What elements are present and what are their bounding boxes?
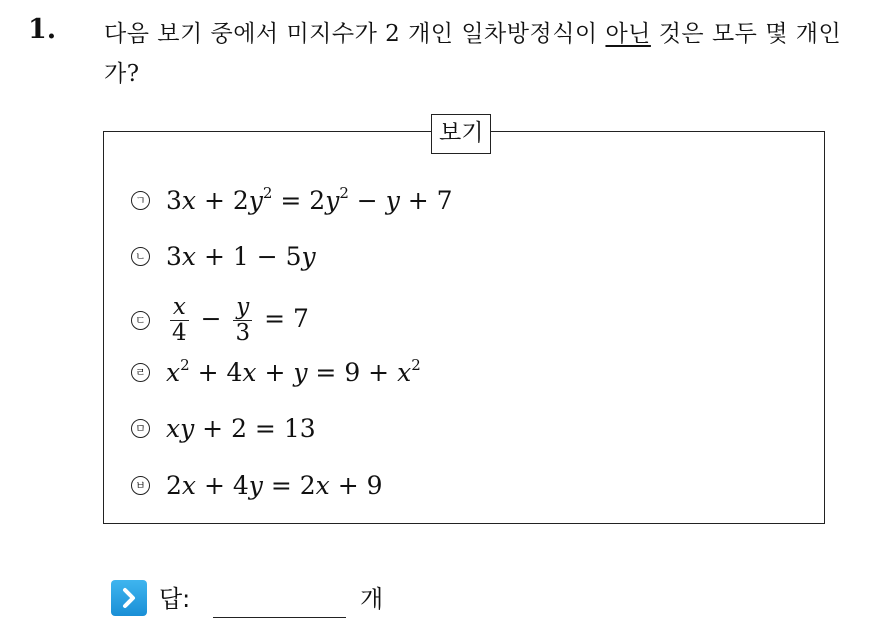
answer-label: 답: — [159, 585, 191, 613]
bogi-item-expression: $3x + 2y^2 = 2y^2 - y + 7$ — [166, 183, 453, 215]
bogi-item-marker: ㄱ — [131, 191, 150, 210]
bogi-item-expression: $\frac{x}{4}$ − $\frac{y}{3}$ = 7 — [172, 293, 309, 346]
bogi-item-4 — [131, 352, 421, 392]
bogi-item-3 — [131, 292, 309, 348]
answer-unit: 개 — [360, 585, 384, 613]
bogi-item-marker: ㄷ — [131, 311, 150, 330]
bogi-item-6 — [131, 465, 383, 505]
bogi-item-expression: 2x + 4y = 2x + 9 — [166, 470, 383, 500]
fraction-y-over-3: $\frac{y}{3}$ — [235, 293, 251, 346]
bogi-item-marker: ㅂ — [131, 476, 150, 495]
question-text-before: 다음 보기 중에서 미지수가 2 개인 일차방정식이 — [104, 21, 606, 47]
bogi-title: 보기 — [431, 114, 491, 154]
fraction-x-over-4: $\frac{x}{4}$ — [172, 293, 187, 346]
bogi-item-1 — [131, 180, 453, 220]
bogi-item-expression: xy + 2 = 13 — [166, 413, 316, 443]
bogi-item-2 — [131, 236, 316, 276]
bogi-item-expression: 3x + 1 − 5y — [166, 241, 316, 271]
question-text — [104, 14, 874, 94]
answer-blank[interactable] — [213, 617, 346, 618]
question-text-after: 것은 모두 몇 개인가? — [104, 21, 842, 87]
bogi-item-marker: ㅁ — [131, 419, 150, 438]
chevron-right-icon — [111, 580, 147, 616]
question-number: 1. — [28, 14, 57, 45]
question-text-underlined: 아닌 — [605, 21, 651, 47]
bogi-item-marker: ㄴ — [131, 247, 150, 266]
bogi-item-marker: ㄹ — [131, 363, 150, 382]
bogi-item-expression: $x^2 + 4x + y = 9 + x^2$ — [166, 355, 421, 387]
bogi-item-5 — [131, 408, 316, 448]
